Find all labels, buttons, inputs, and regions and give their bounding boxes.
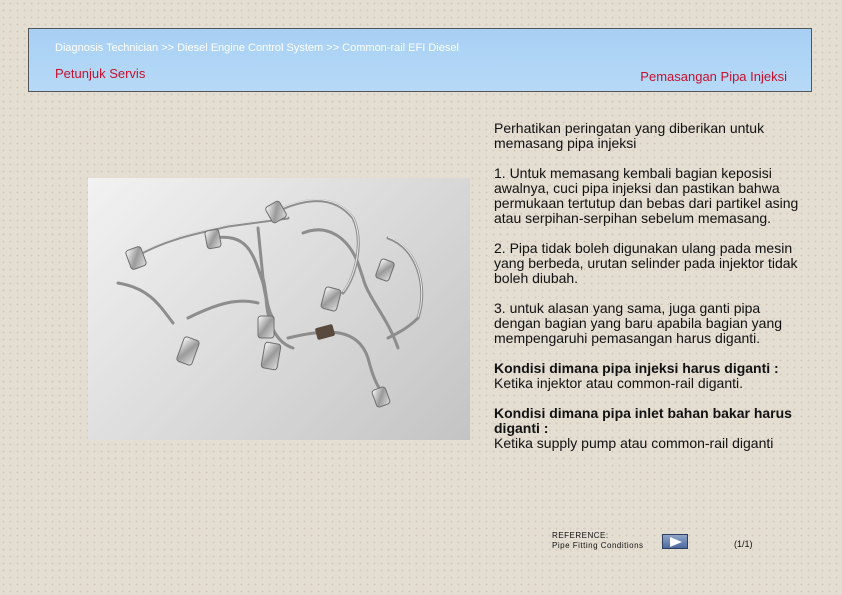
condition-injection-pipe xyxy=(494,361,799,391)
step-2: 2. Pipa tidak boleh digunakan ulang pada mesin yang berbeda, urutan selinder pada injektor tidak boleh diubah. xyxy=(494,240,798,286)
condition-inlet-pipe xyxy=(494,406,799,451)
intro-text: Perhatikan peringatan yang diberikan untuk memasang pipa injeksi xyxy=(494,120,765,151)
reference-link[interactable]: Pipe Fitting Conditions xyxy=(552,541,644,550)
step-3: 3. untuk alasan yang sama, juga ganti pipa dengan bagian yang baru apabila bagian yang mempengaruhi pemasangan harus diganti. xyxy=(494,300,783,346)
page-counter: (1/1) xyxy=(734,539,753,549)
play-arrow-icon xyxy=(670,537,682,547)
condition-heading: Kondisi dimana pipa inlet bahan bakar harus diganti : xyxy=(494,405,792,436)
header-banner xyxy=(28,28,812,92)
condition-text: Ketika supply pump atau common-rail diganti xyxy=(494,435,774,451)
section-label: Petunjuk Servis xyxy=(55,66,146,81)
condition-text: Ketika injektor atau common-rail diganti. xyxy=(494,375,744,391)
next-button[interactable] xyxy=(662,534,688,549)
step-1: 1. Untuk memasang kembali bagian keposisi awalnya, cuci pipa injeksi dan pastikan bahwa permukaan tertutup dan bebas dari partikel asing atau serpihan-serpihan sebelum memasang. xyxy=(494,165,799,226)
breadcrumb: Diagnosis Technician >> Diesel Engine Control System >> Common-rail EFI Diesel xyxy=(55,42,459,54)
page-title: Pemasangan Pipa Injeksi xyxy=(640,69,787,84)
instruction-text xyxy=(494,121,799,466)
injection-pipes-photo xyxy=(88,178,470,440)
reference-block xyxy=(552,531,644,551)
pipes-illustration xyxy=(88,178,470,440)
reference-label: REFERENCE: xyxy=(552,531,609,540)
condition-heading: Kondisi dimana pipa injeksi harus diganti : xyxy=(494,360,779,376)
